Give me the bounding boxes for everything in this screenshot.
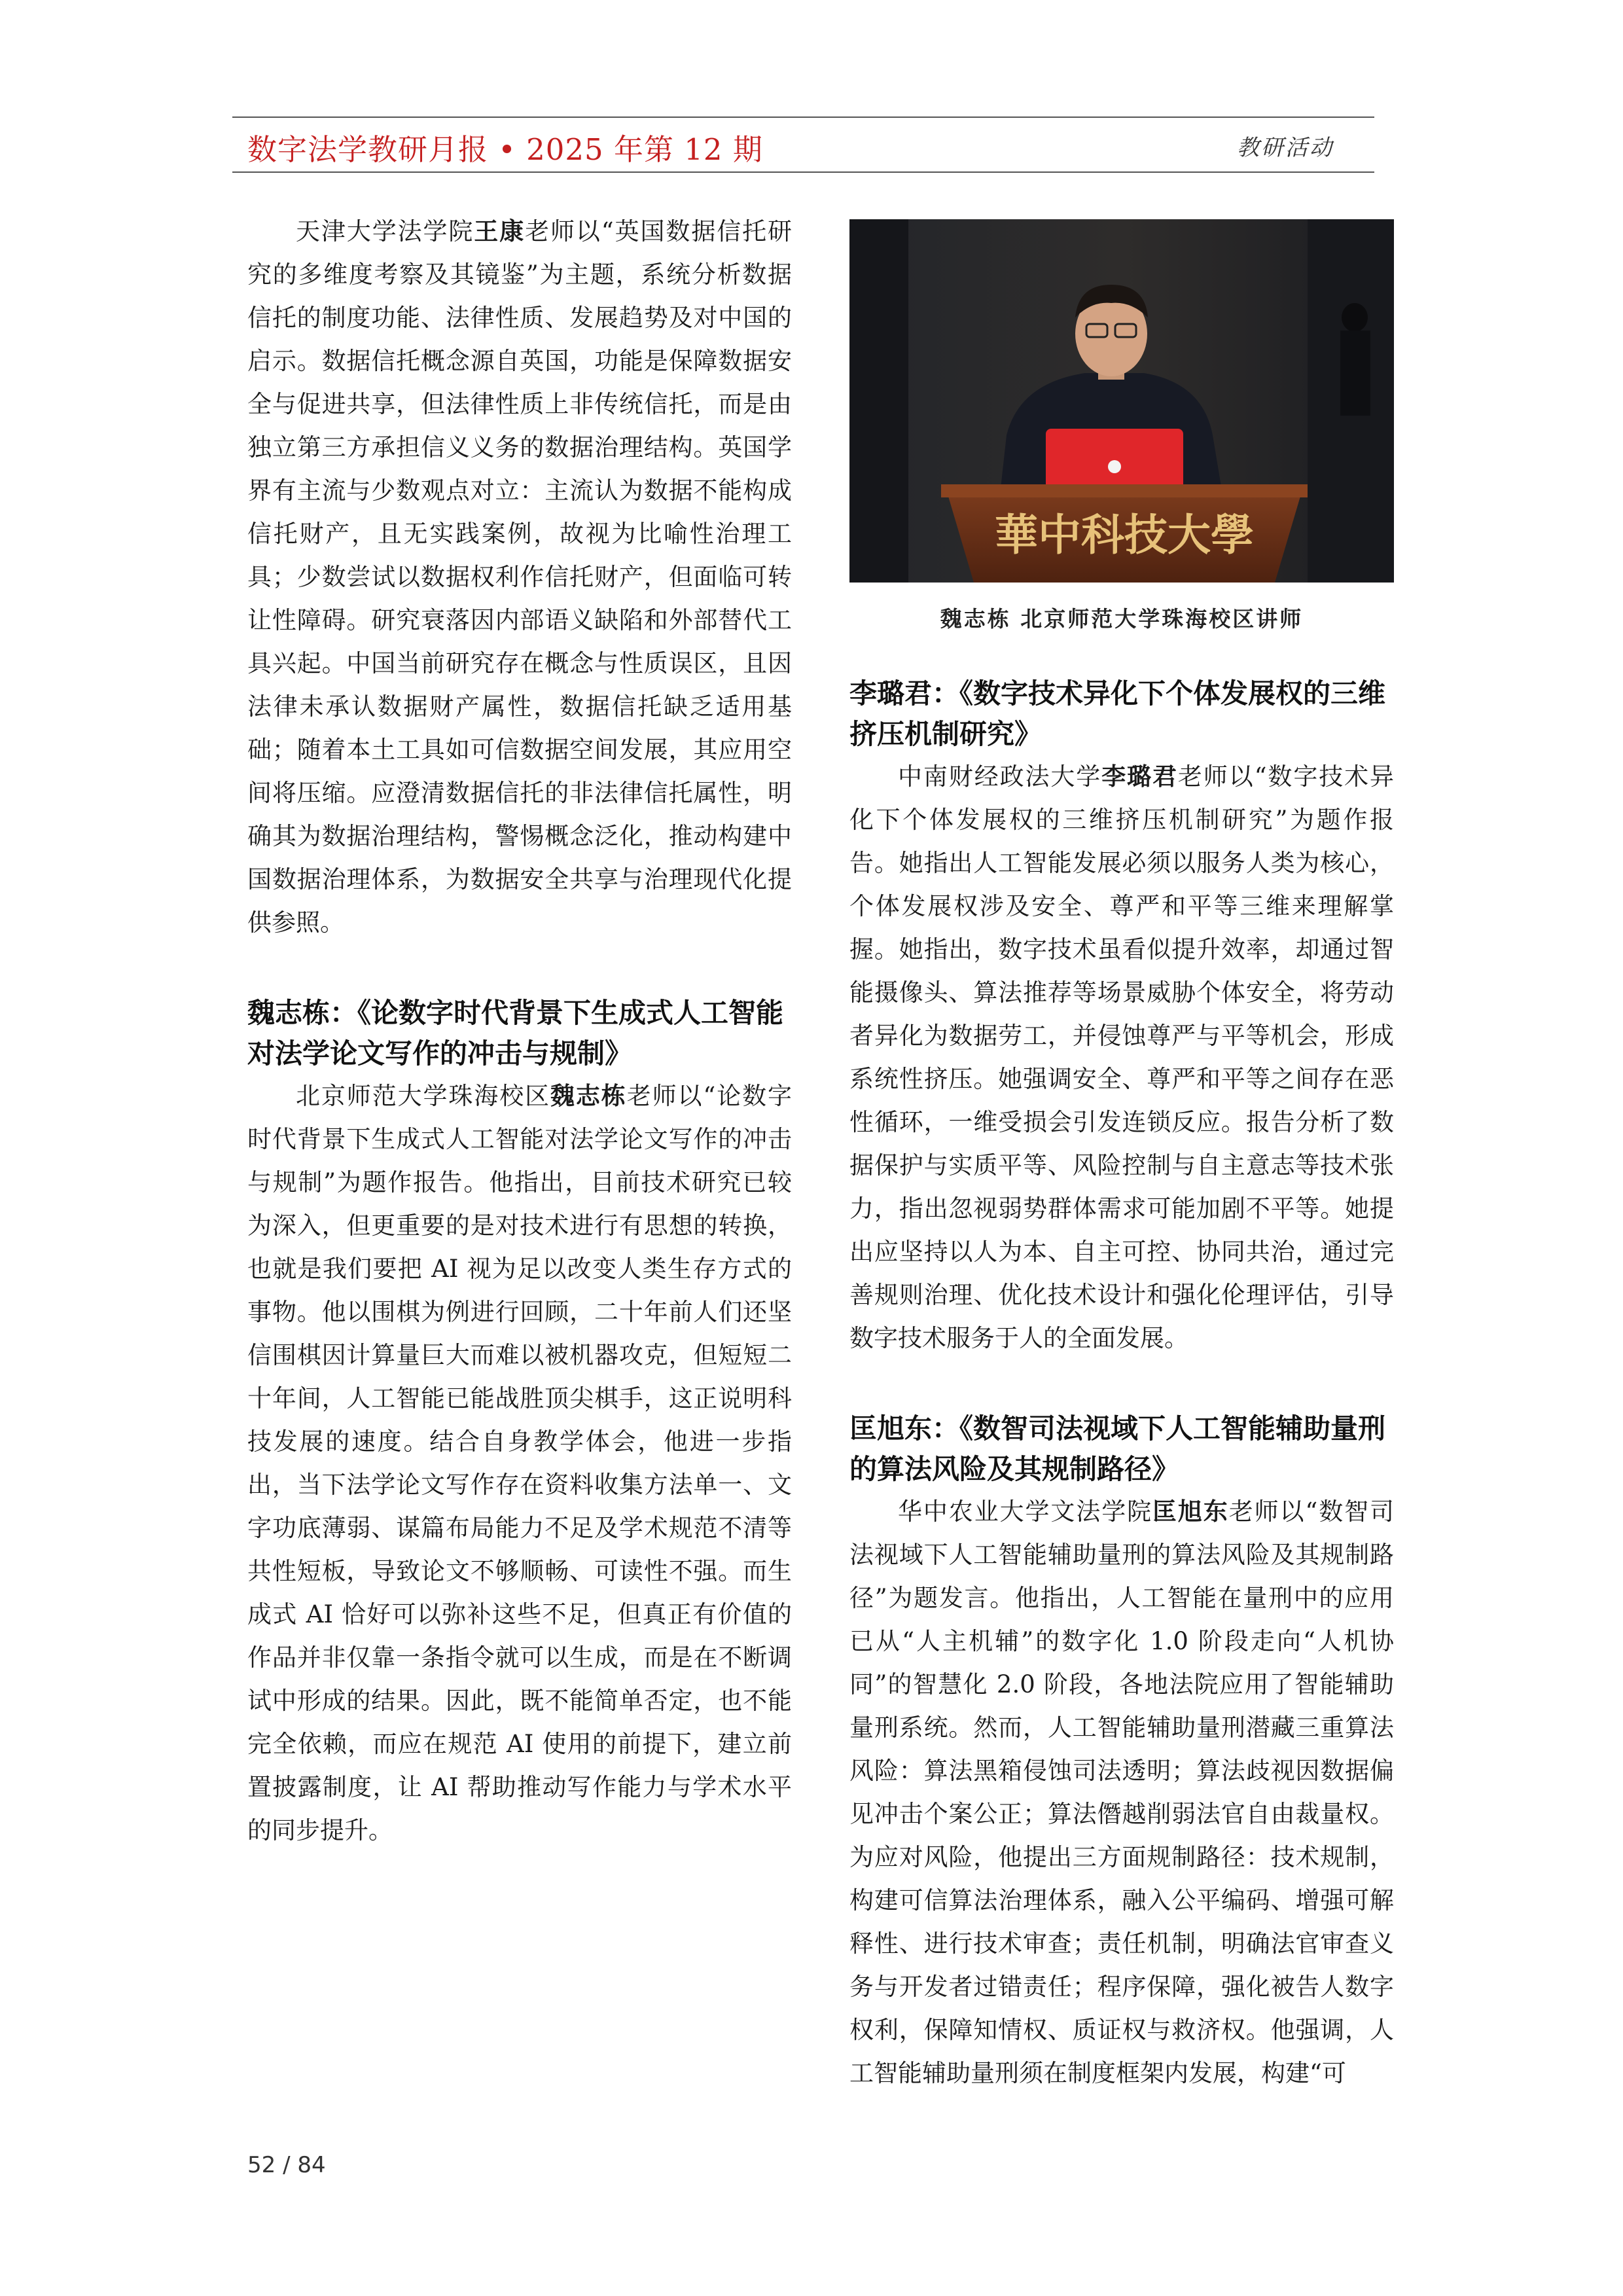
speaker-at-podium-image <box>849 219 1394 583</box>
left-column <box>247 209 792 1852</box>
kuang-xudong-paragraph: 华中农业大学文法学院匡旭东老师以“数智司法视域下人工智能辅助量刑的算法风险及其规制路径”为题发言。他指出，人工智能在量刑中的应用已从“人主机辅”的数字化 1.0 阶段走向“人机协同”的智慧化 2.0 阶段，各地法院应用了智能辅助量刑系统。然而，人工智能辅助量刑潜藏三重算法风险：算法黑箱侵蚀司法透明；算法歧视因数据偏见冲击个案公正；算法僭越削弱法官自由裁量权。为应对风险，他提出三方面规制路径：技术规制，构建可信算法治理体系，融入公平编码、增强可解释性、进行技术审查；责任机制，明确法官审查义务与开发者过错责任；程序保障，强化被告人数字权利，保障知情权、质证权与救济权。他强调，人工智能辅助量刑须在制度框架内发展，构建“可 <box>849 1497 1395 2087</box>
section-label: 教研活动 <box>1237 135 1334 161</box>
speaker-name: 李璐君 <box>1101 762 1178 791</box>
podium-lettering: 華中科技大學 <box>995 509 1254 560</box>
speaker-photo <box>849 219 1394 583</box>
section-heading-kuang: 匡旭东：《数智司法视域下人工智能辅助量刑的算法风险及其规制路径》 <box>849 1412 1386 1485</box>
speaker-name: 王康 <box>474 217 526 245</box>
speaker-name: 匡旭东 <box>1152 1497 1229 1526</box>
page-number: 52 / 84 <box>247 2152 326 2178</box>
journal-title: 数字法学教研月报 • 2025 年第 12 期 <box>247 132 763 167</box>
wei-zhidong-paragraph: 北京师范大学珠海校区魏志栋老师以“论数字时代背景下生成式人工智能对法学论文写作的冲击与规制”为题作报告。他指出，目前技术研究已较为深入，但更重要的是对技术进行有思想的转换，也就是我们要把 AI 视为足以改变人类生存方式的事物。他以围棋为例进行回顾，二十年前人们还坚信围棋因计算量巨大而难以被机器攻克，但短短二十年间，人工智能已能战胜顶尖棋手，这正说明科技发展的速度。结合自身教学体会，他进一步指出，当下法学论文写作存在资料收集方法单一、文字功底薄弱、谋篇布局能力不足及学术规范不清等共性短板，导致论文不够顺畅、可读性不强。而生成式 AI 恰好可以弥补这些不足，但真正有价值的作品并非仅靠一条指令就可以生成，而是在不断调试中形成的结果。因此，既不能简单否定，也不能完全依赖，而应在规范 AI 使用的前提下，建立前置披露制度，让 AI 帮助推动写作能力与学术水平的同步提升。 <box>247 1081 793 1844</box>
wang-kang-paragraph: 天津大学法学院王康老师以“英国数据信托研究的多维度考察及其镜鉴”为主题，系统分析数据信托的制度功能、法律性质、发展趋势及对中国的启示。数据信托概念源自英国，功能是保障数据安全与促进共享，但法律性质上非传统信托，而是由独立第三方承担信义义务的数据治理结构。英国学界有主流与少数观点对立：主流认为数据不能构成信托财产，且无实践案例，故视为比喻性治理工具；少数尝试以数据权利作信托财产，但面临可转让性障碍。研究衰落因内部语义缺陷和外部替代工具兴起。中国当前研究存在概念与性质误区，且因法律未承认数据财产属性，数据信托缺乏适用基础；随着本土工具如可信数据空间发展，其应用空间将压缩。应澄清数据信托的非法律信托属性，明确其为数据治理结构，警惕概念泛化，推动构建中国数据治理体系，为数据安全共享与治理现代化提供参照。 <box>247 217 793 937</box>
header-rule-top <box>232 117 1374 118</box>
header-rule-bottom <box>232 171 1374 173</box>
speaker-name: 魏志栋 <box>550 1081 627 1110</box>
section-heading-li: 李璐君：《数字技术异化下个体发展权的三维挤压机制研究》 <box>849 677 1386 750</box>
photo-caption: 魏志栋 北京师范大学珠海校区讲师 <box>940 606 1304 632</box>
right-column <box>849 219 1394 2095</box>
li-lujun-paragraph: 中南财经政法大学李璐君老师以“数字技术异化下个体发展权的三维挤压机制研究”为题作报告。她指出人工智能发展必须以服务人类为核心，个体发展权涉及安全、尊严和平等三维来理解掌握。她指出，数字技术虽看似提升效率，却通过智能摄像头、算法推荐等场景威胁个体安全，将劳动者异化为数据劳工，并侵蚀尊严与平等机会，形成系统性挤压。她强调安全、尊严和平等之间存在恶性循环，一维受损会引发连锁反应。报告分析了数据保护与实质平等、风险控制与自主意志等技术张力，指出忽视弱势群体需求可能加剧不平等。她提出应坚持以人为本、自主可控、协同共治，通过完善规则治理、优化技术设计和强化伦理评估，引导数字技术服务于人的全面发展。 <box>849 762 1395 1352</box>
section-heading-wei: 魏志栋：《论数字时代背景下生成式人工智能对法学论文写作的冲击与规制》 <box>247 997 784 1069</box>
